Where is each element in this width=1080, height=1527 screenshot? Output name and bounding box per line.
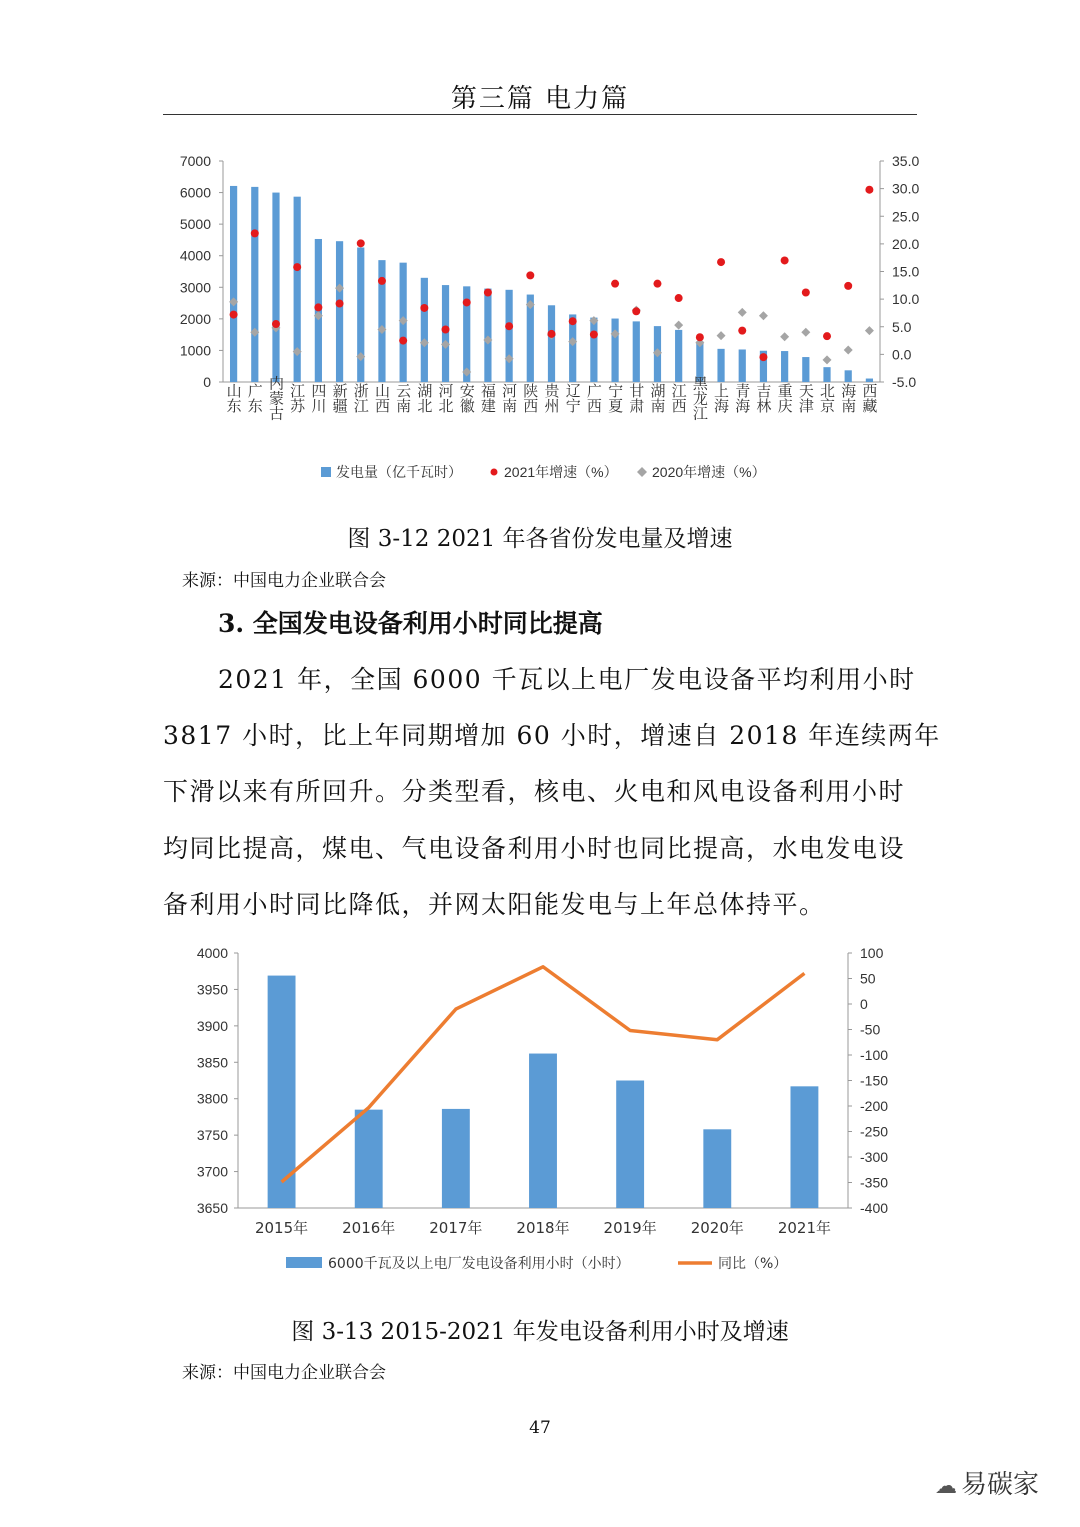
point-2021-30 (844, 282, 852, 290)
y-tick-label-left: 3950 (196, 981, 228, 998)
bar-utilization-2019年 (616, 1081, 644, 1209)
point-2021-24 (717, 258, 725, 266)
point-2021-5 (314, 303, 322, 311)
y-tick-label-right: -100 (860, 1047, 889, 1063)
legend-swatch-2020 (637, 467, 647, 477)
bar-generation-13 (484, 289, 491, 382)
y-tick-label-right: -400 (860, 1200, 889, 1216)
x-tick-label-province: 贵州 (542, 383, 561, 413)
legend-label-yoy: 同比（%） (718, 1256, 788, 1272)
y-tick-label-right: 35.0 (892, 153, 920, 169)
point-2021-23 (696, 333, 704, 341)
point-2021-3 (272, 320, 280, 328)
point-2020-27 (780, 332, 789, 341)
x-tick-label-province: 海南 (839, 383, 858, 413)
bar-generation-20 (633, 321, 640, 382)
y-tick-label-right: 0.0 (892, 346, 912, 363)
point-2021-22 (675, 294, 683, 302)
paragraph-line: 备利用小时同比降低，并网太阳能发电与上年总体持平。 (163, 890, 826, 919)
point-2021-29 (823, 332, 831, 340)
legend-label-2020: 2020年增速（%） (652, 464, 766, 480)
point-2021-17 (569, 317, 577, 325)
x-tick-label-province: 河南 (500, 383, 519, 413)
bar-generation-6 (336, 241, 343, 382)
y-tick-label-left: 1000 (179, 342, 211, 359)
y-tick-label-left: 3900 (196, 1017, 228, 1034)
point-2021-12 (463, 298, 471, 306)
bar-generation-7 (357, 248, 364, 382)
point-2021-9 (399, 337, 407, 345)
bar-generation-28 (802, 357, 809, 382)
bar-generation-22 (675, 330, 682, 382)
paragraph-line: 下滑以来有所回升。分类型看，核电、火电和风电设备利用小时 (163, 777, 906, 806)
figure-3-12-source: 来源：中国电力企业联合会 (182, 571, 386, 591)
x-tick-label-province: 湖南 (648, 383, 667, 413)
bar-utilization-2016年 (355, 1110, 383, 1208)
x-tick-label-province: 安徽 (457, 383, 476, 413)
section-heading: 3. 全国发电设备利用小时同比提高 (218, 609, 603, 638)
x-tick-label-province: 浙江 (351, 383, 370, 413)
point-2021-13 (484, 288, 492, 296)
legend-label-utilization: 6000千瓦及以上电厂发电设备利用小时（小时） (328, 1256, 630, 1272)
y-tick-label-right: 100 (860, 945, 884, 961)
point-2021-28 (802, 288, 810, 296)
x-tick-label-province: 湖北 (415, 383, 434, 413)
x-tick-label-province: 河北 (436, 383, 455, 413)
y-tick-label-right: 5.0 (892, 318, 912, 335)
point-2021-1 (230, 311, 238, 319)
point-2020-31 (865, 326, 874, 335)
point-2020-26 (759, 311, 768, 320)
x-tick-label-province: 宁夏 (606, 383, 625, 413)
point-2021-27 (781, 256, 789, 264)
bar-generation-11 (442, 285, 449, 382)
x-tick-label-year: 2019年 (603, 1219, 657, 1237)
x-tick-label-province: 广西 (584, 383, 603, 413)
y-tick-label-left: 3650 (196, 1200, 228, 1216)
bar-generation-27 (781, 351, 788, 382)
paragraph-line: 3817 小时，比上年同期增加 60 小时，增速自 2018 年连续两年 (163, 721, 941, 750)
utilization-hours-chart (0, 935, 1080, 1285)
point-2021-19 (611, 280, 619, 288)
y-tick-label-left: 4000 (196, 945, 228, 961)
bar-utilization-2020年 (703, 1129, 731, 1208)
x-tick-label-year: 2016年 (342, 1219, 396, 1237)
y-tick-label-left: 4000 (179, 247, 211, 264)
x-tick-label-province: 北京 (818, 383, 837, 413)
y-tick-label-right: -50 (860, 1021, 881, 1038)
point-2021-8 (378, 277, 386, 285)
figure-3-13-source: 来源：中国电力企业联合会 (182, 1363, 386, 1383)
point-2021-2 (251, 229, 259, 237)
bar-utilization-2017年 (442, 1109, 470, 1208)
x-tick-label-province: 云南 (394, 383, 413, 413)
y-tick-label-right: 15.0 (892, 263, 920, 280)
bar-generation-29 (823, 367, 830, 382)
point-2021-10 (420, 304, 428, 312)
y-tick-label-right: -200 (860, 1098, 889, 1114)
x-tick-label-province: 西藏 (860, 383, 879, 413)
y-tick-label-left: 3000 (179, 279, 211, 296)
x-tick-label-province: 江苏 (288, 383, 307, 413)
bar-generation-30 (845, 370, 852, 382)
bar-generation-16 (548, 305, 555, 382)
provincial-generation-chart (0, 140, 1080, 500)
point-2020-25 (738, 308, 747, 317)
x-tick-label-province: 上海 (712, 383, 731, 413)
y-tick-label-left: 5000 (179, 216, 211, 233)
figure-3-13-caption: 图 3-13 2015-2021 年发电设备利用小时及增速 (291, 1319, 789, 1345)
y-tick-label-right: -250 (860, 1123, 889, 1140)
y-tick-label-left: 3800 (196, 1090, 228, 1107)
x-tick-label-province: 黑龙江 (690, 375, 709, 421)
x-tick-label-province: 青海 (733, 383, 752, 413)
legend-swatch-2021 (491, 469, 498, 476)
y-tick-label-right: -5.0 (892, 374, 917, 390)
x-tick-label-province: 广东 (245, 383, 264, 413)
figure-3-12-caption: 图 3-12 2021 年各省份发电量及增速 (347, 526, 733, 552)
legend (286, 1255, 787, 1272)
y-tick-label-right: -350 (860, 1174, 889, 1191)
y-tick-label-left: 7000 (179, 153, 211, 169)
bar-generation-10 (421, 278, 428, 382)
bar-generation-24 (717, 349, 724, 382)
y-tick-label-left: 6000 (179, 184, 211, 201)
x-tick-label-province: 山西 (372, 383, 391, 413)
x-tick-label-province: 天津 (796, 383, 815, 413)
bar-generation-3 (272, 193, 279, 382)
x-tick-label-province: 吉林 (754, 383, 773, 413)
paragraph-line: 2021 年，全国 6000 千瓦以上电厂发电设备平均利用小时 (218, 665, 916, 694)
page-number: 47 (529, 1418, 551, 1438)
point-2021-31 (865, 186, 873, 194)
point-2021-6 (336, 300, 344, 308)
x-tick-label-province: 甘肃 (627, 383, 646, 413)
legend (321, 464, 766, 480)
point-2020-28 (801, 328, 810, 337)
header-rule (163, 114, 917, 115)
y-tick-label-right: 20.0 (892, 235, 920, 252)
bar-generation-19 (611, 319, 618, 382)
legend-label-generation: 发电量（亿千瓦时） (336, 464, 462, 480)
bar-utilization-2018年 (529, 1054, 557, 1208)
point-2020-24 (717, 331, 726, 340)
x-tick-label-province: 福建 (478, 383, 497, 413)
legend-label-2021: 2021年增速（%） (504, 464, 618, 480)
y-tick-label-left: 2000 (179, 310, 211, 327)
bar-utilization-2021年 (790, 1086, 818, 1208)
x-tick-label-province: 四川 (309, 383, 328, 413)
watermark-text: 易碳家 (961, 1470, 1040, 1500)
point-2021-20 (632, 307, 640, 315)
y-tick-label-left: 3850 (196, 1054, 228, 1071)
x-tick-label-province: 陕西 (521, 383, 540, 413)
y-tick-label-right: 30.0 (892, 180, 920, 197)
y-tick-label-left: 3750 (196, 1127, 228, 1144)
point-2020-22 (674, 321, 683, 330)
x-tick-label-province: 辽宁 (563, 383, 582, 413)
page-header: 第三篇 电力篇 (450, 84, 630, 114)
point-2021-26 (759, 353, 767, 361)
bar-generation-18 (590, 318, 597, 382)
y-tick-label-right: 50 (860, 970, 876, 987)
x-tick-label-province: 新疆 (330, 383, 349, 413)
x-tick-label-year: 2017年 (429, 1219, 483, 1237)
y-tick-label-right: 25.0 (892, 208, 920, 225)
x-tick-label-year: 2018年 (516, 1219, 570, 1237)
bar-generation-14 (506, 290, 513, 382)
x-tick-label-year: 2020年 (690, 1219, 744, 1237)
x-tick-label-province: 江西 (669, 383, 688, 413)
point-2020-29 (823, 355, 832, 364)
paragraph-line: 均同比提高，煤电、气电设备利用小时也同比提高，水电发电设 (163, 834, 906, 863)
y-tick-label-right: 10.0 (892, 291, 920, 308)
point-2021-7 (357, 239, 365, 247)
x-tick-label-province: 重庆 (775, 383, 794, 413)
y-tick-label-left: 3700 (196, 1163, 228, 1180)
point-2021-4 (293, 263, 301, 271)
point-2021-18 (590, 330, 598, 338)
point-2021-21 (653, 280, 661, 288)
legend-swatch-generation (321, 467, 331, 477)
bar-generation-1 (230, 186, 237, 382)
bar-generation-25 (739, 349, 746, 382)
bar-generation-2 (251, 187, 258, 382)
y-tick-label-right: -300 (860, 1149, 889, 1165)
wechat-icon: ☁ (935, 1474, 957, 1499)
bar-generation-31 (866, 379, 873, 382)
point-2020-30 (844, 345, 853, 354)
x-tick-label-year: 2015年 (254, 1219, 309, 1237)
point-2021-25 (738, 327, 746, 335)
legend-swatch-utilization (286, 1257, 322, 1268)
x-tick-label-year: 2021年 (777, 1219, 832, 1237)
watermark-brand (935, 1464, 1039, 1501)
point-2021-15 (526, 271, 534, 279)
x-tick-label-province: 内蒙古 (266, 375, 285, 421)
y-tick-label-right: 0 (860, 996, 868, 1012)
point-2021-11 (442, 326, 450, 334)
point-2021-14 (505, 322, 513, 330)
x-tick-label-province: 山东 (224, 383, 243, 413)
y-tick-label-left: 0 (203, 374, 211, 390)
y-tick-label-right: -150 (860, 1072, 889, 1089)
point-2021-16 (548, 330, 556, 338)
